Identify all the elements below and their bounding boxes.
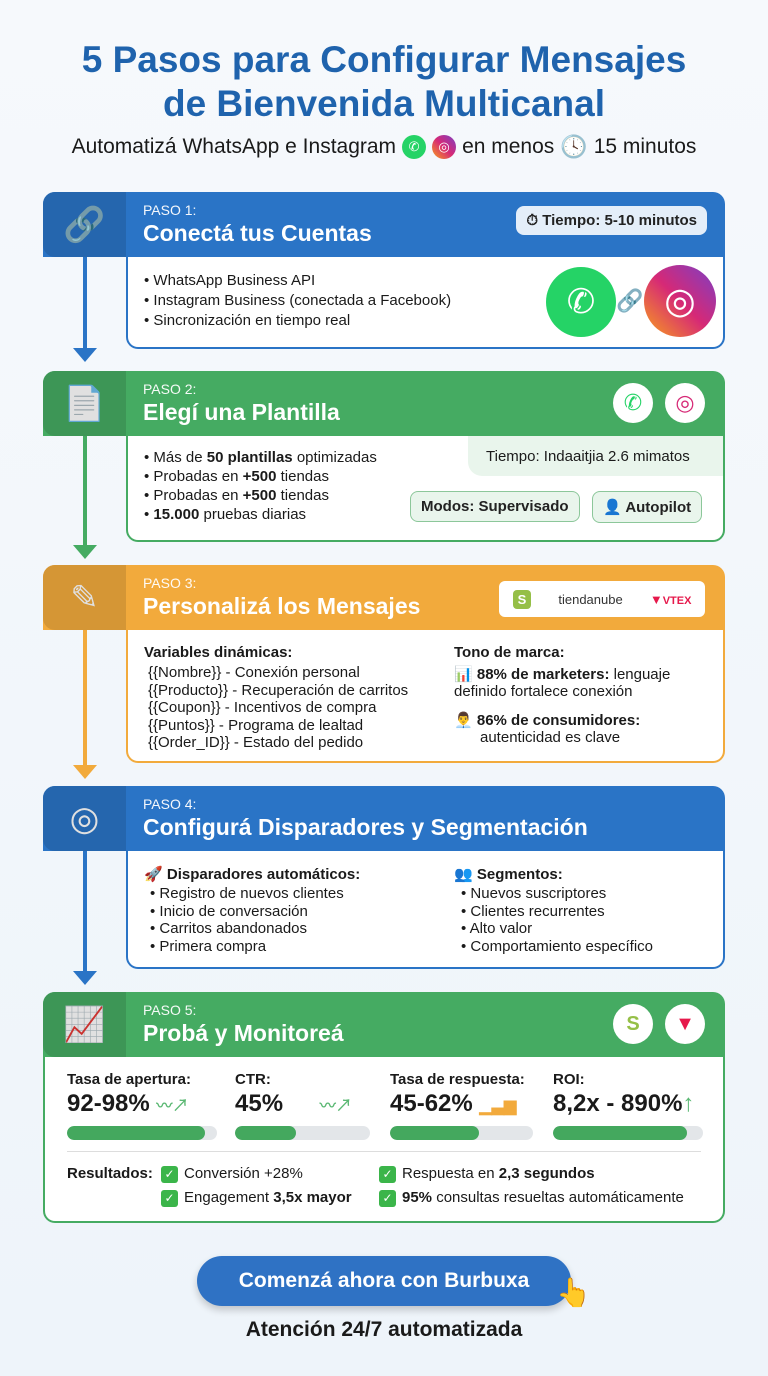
time-badge: ⏱ Tiempo: 5-10 minutos	[516, 206, 707, 235]
target-icon: ◎	[43, 786, 126, 851]
person-icon: 👨‍💼	[454, 712, 473, 729]
section-title: Variables dinámicas:	[144, 644, 293, 661]
step-title: Elegí una Plantilla	[143, 399, 340, 425]
variables-list: {{Nombre}} - Conexión personal {{Producto}} - Recuperación de carritos {{Coupon}} - Incentivos de compra {{Puntos}} - Programa de lealtad {{Order_ID}} - Estado del pedido	[148, 664, 409, 751]
step-4	[43, 786, 725, 955]
progress-bar	[553, 1126, 687, 1140]
section-title: Tono de marca:	[454, 644, 565, 661]
bar-chart-icon: ▁▃▆	[479, 1098, 517, 1115]
triggers-list: • Registro de nuevos clientes • Inicio de conversación • Carritos abandonados • Primera compra	[150, 885, 344, 955]
shopify-icon: S	[513, 590, 532, 609]
instagram-icon: ◎	[665, 383, 705, 423]
vtex-icon: ▼	[665, 1004, 705, 1044]
mode-autopilot[interactable]: 👤 Autopilot	[592, 491, 702, 523]
step-2	[43, 371, 725, 523]
step-number: PASO 3:	[143, 575, 197, 591]
cta-subtitle: Atención 24/7 automatizada	[245, 1318, 523, 1341]
link-icon: 🔗	[43, 192, 126, 257]
stat: 👨‍💼 86% de consumidores: autenticidad es clave	[454, 712, 641, 746]
step-5	[43, 992, 725, 1206]
feature-list: • WhatsApp Business API • Instagram Business (conectada a Facebook) • Sincronización en tiempo real	[144, 271, 451, 331]
arrow-down-icon	[73, 765, 97, 779]
result-item: ✓ Conversión +28%	[161, 1165, 303, 1183]
check-icon: ✓	[161, 1166, 178, 1183]
results-label: Resultados:	[67, 1165, 153, 1182]
time-badge: Tiempo: Indaaitjia 2.6 mimatos	[468, 436, 723, 476]
link-icon: 🔗	[616, 288, 644, 313]
clock-icon: 🕓	[560, 134, 588, 159]
step-number: PASO 4:	[143, 796, 197, 812]
step-title: Conectá tus Cuentas	[143, 220, 372, 246]
rocket-icon: 🚀	[144, 866, 163, 883]
arrow-up-icon: ↑	[682, 1090, 695, 1117]
result-item: ✓ Engagement 3,5x mayor	[161, 1189, 352, 1207]
cta-button[interactable]: Comenzá ahora con Burbuxa	[197, 1256, 571, 1306]
step-3	[43, 565, 725, 751]
triggers-title: 🚀 Disparadores automáticos:	[144, 866, 361, 883]
arrow-down-icon	[73, 971, 97, 985]
progress-bar	[235, 1126, 296, 1140]
shopify-icon: S	[613, 1004, 653, 1044]
metric-open-rate: Tasa de apertura: 92-98% 〰↗	[67, 1071, 217, 1140]
metric-roi: ROI: 8,2x - 890%↑	[553, 1071, 703, 1140]
subtitle: Automatizá WhatsApp e Instagram ✆ ◎ en menos 🕓 15 minutos	[71, 134, 697, 159]
progress-bar	[67, 1126, 205, 1140]
users-icon: 👥	[454, 866, 473, 883]
instagram-icon: ◎	[432, 135, 456, 159]
trend-icon: 〰↗	[156, 1098, 189, 1115]
step-number: PASO 5:	[143, 1002, 197, 1018]
metric-ctr: CTR: 45% 〰↗	[235, 1071, 370, 1140]
edit-icon: ✎	[43, 565, 126, 630]
chart-icon: 📊	[454, 666, 473, 683]
tiendanube-logo: tiendanube	[558, 591, 623, 607]
pilot-icon: 👤	[603, 499, 622, 516]
instagram-logo: ◎	[644, 265, 716, 337]
arrow-down-icon	[73, 545, 97, 559]
trend-icon: 〰↗	[319, 1098, 352, 1115]
document-icon: 📄	[43, 371, 126, 436]
vtex-logo: ▼VTEX	[649, 591, 692, 607]
divider	[67, 1151, 701, 1152]
progress-bar	[390, 1126, 479, 1140]
metric-response-rate: Tasa de respuesta: 45-62% ▁▃▆	[390, 1071, 533, 1140]
growth-chart-icon: 📈	[43, 992, 126, 1057]
stat: 📊 88% de marketers: lenguaje definido fortalece conexión	[454, 666, 671, 700]
step-title: Personalizá los Mensajes	[143, 593, 421, 619]
whatsapp-icon: ✆	[613, 383, 653, 423]
result-item: ✓ 95% consultas resueltas automáticamente	[379, 1189, 684, 1207]
step-title: Probá y Monitoreá	[143, 1020, 344, 1046]
whatsapp-icon: ✆	[402, 135, 426, 159]
segments-list: • Nuevos suscriptores • Clientes recurrentes • Alto valor • Comportamiento específico	[461, 885, 653, 955]
check-icon: ✓	[379, 1190, 396, 1207]
brand-logos	[499, 581, 705, 617]
step-title: Configurá Disparadores y Segmentación	[143, 814, 588, 840]
pointer-hand-icon: 👆	[556, 1277, 591, 1308]
check-icon: ✓	[379, 1166, 396, 1183]
whatsapp-logo: ✆	[546, 267, 616, 337]
mode-supervisado[interactable]: Modos: Supervisado	[410, 491, 580, 522]
arrow-down-icon	[73, 348, 97, 362]
feature-list: • Más de 50 plantillas optimizadas • Probadas en +500 tiendas • Probadas en +500 tiendas • 15.000 pruebas diarias	[144, 448, 377, 524]
result-item: ✓ Respuesta en 2,3 segundos	[379, 1165, 595, 1183]
page-title: 5 Pasos para Configurar Mensajes de Bienvenida Multicanal	[81, 39, 687, 124]
step-1	[43, 192, 725, 329]
step-number: PASO 1:	[143, 202, 197, 218]
check-icon: ✓	[161, 1190, 178, 1207]
step-number: PASO 2:	[143, 381, 197, 397]
segments-title: 👥 Segmentos:	[454, 866, 563, 883]
